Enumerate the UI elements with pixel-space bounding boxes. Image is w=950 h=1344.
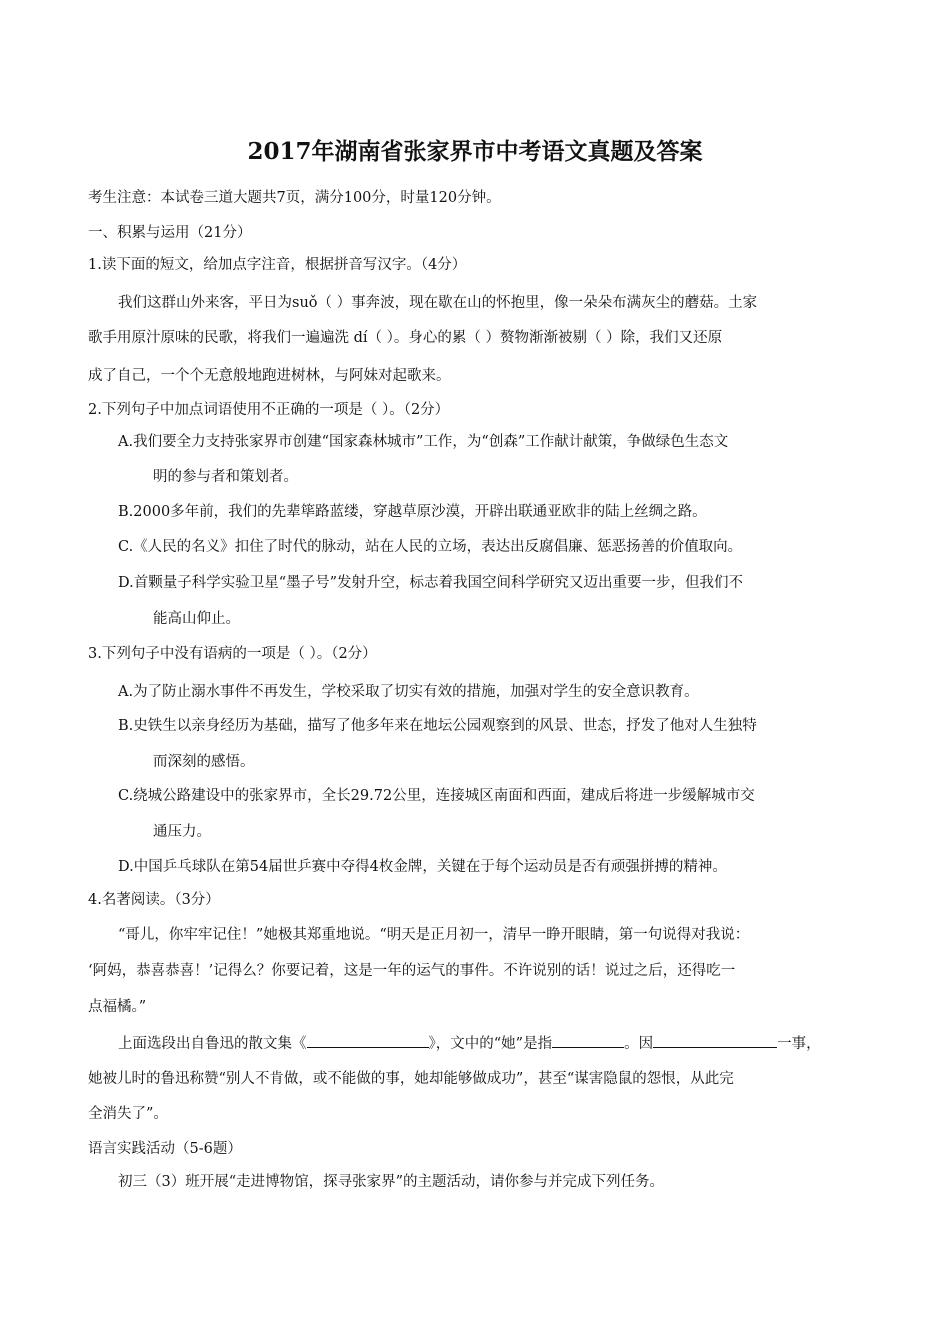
fill-text: 上面选段出自鲁迅的散文集《	[118, 1036, 307, 1052]
question-4-text-line: 全消失了”。	[88, 1106, 168, 1122]
question-4-quote-line: “哥儿，你牢牢记住！”她极其郑重地说。“明天是正月初一，清早一睁开眼睛，第一句说得对我说：	[118, 927, 750, 943]
answer-blank[interactable]	[552, 1033, 624, 1048]
question-4-stem: 4.名著阅读。（3分）	[88, 892, 220, 908]
question-1-passage-line: 歌手用原汁原味的民歌，将我们一遍遍洗 dí（ ）。身心的累（ ）赘物渐渐被剔（ ）除，我们又还原	[88, 330, 723, 346]
question-3-option-a: A.为了防止溺水事件不再发生，学校采取了切实有效的措施，加强对学生的安全意识教育。	[118, 684, 699, 700]
question-3-option-b-cont: 而深刻的感悟。	[153, 754, 255, 770]
exam-notice: 考生注意：本试卷三道大题共7页，满分100分，时量120分钟。	[88, 190, 501, 206]
question-3-option-b: B.史铁生以亲身经历为基础，描写了他多年来在地坛公园观察到的风景、世态，抒发了他对人生独特	[118, 718, 757, 734]
question-4-quote-line: 点福橘。”	[88, 999, 147, 1015]
question-2-stem: 2.下列句子中加点词语使用不正确的一项是（ ）。（2分）	[88, 402, 450, 418]
question-1-passage-line: 我们这群山外来客，平日为suǒ（ ）事奔波，现在歇在山的怀抱里，像一朵朵布满灰尘的蘑菇。土家	[118, 295, 758, 311]
question-4-quote-line: ‘阿妈，恭喜恭喜！’记得么？你要记着，这是一年的运气的事件。不许说别的话！说过之后，还得吃一	[88, 963, 736, 979]
question-4-fill-line	[118, 1033, 821, 1054]
question-2-option-d: D.首颗量子科学实验卫星“墨子号”发射升空，标志着我国空间科学研究又迈出重要一步，但我们不	[118, 575, 744, 591]
page-title: 2017年湖南省张家界市中考语文真题及答案	[247, 138, 703, 165]
question-1-passage-line: 成了自己，一个个无意般地跑进树林，与阿妹对起歌来。	[88, 368, 451, 384]
question-3-stem: 3.下列句子中没有语病的一项是（ ）。（2分）	[88, 646, 377, 662]
question-2-option-d-cont: 能高山仰止。	[153, 611, 240, 627]
question-2-option-b: B.2000多年前，我们的先辈筚路蓝缕，穿越草原沙漠，开辟出联通亚欧非的陆上丝绸之路。	[118, 504, 707, 520]
question-3-option-c: C.绕城公路建设中的张家界市，全长29.72公里，连接城区南面和西面，建成后将进一步缓解城市交	[118, 788, 755, 804]
question-3-option-c-cont: 通压力。	[153, 824, 211, 840]
practice-intro: 初三（3）班开展“走进博物馆，探寻张家界”的主题活动，请你参与并完成下列任务。	[118, 1174, 665, 1190]
fill-text: 一事，	[777, 1036, 821, 1052]
section-heading-1: 一、积累与运用（21分）	[88, 225, 252, 241]
practice-heading: 语言实践活动（5-6题）	[88, 1141, 242, 1157]
question-2-option-a-cont: 明的参与者和策划者。	[153, 469, 298, 485]
question-4-text-line: 她被儿时的鲁迅称赞“别人不肯做，或不能做的事，她却能够做成功”，甚至“谋害隐鼠的怨恨，从此完	[88, 1071, 734, 1087]
question-1-stem: 1.读下面的短文，给加点字注音，根据拼音写汉字。（4分）	[88, 257, 467, 273]
fill-text: 》，文中的“她”是指	[428, 1036, 553, 1052]
question-2-option-a: A.我们要全力支持张家界市创建“国家森林城市”工作，为“创森”工作献计献策，争做绿色生态文	[118, 434, 729, 450]
answer-blank[interactable]	[653, 1033, 777, 1048]
fill-text: 。因	[624, 1036, 654, 1052]
question-3-option-d: D.中国乒乓球队在第54届世乒赛中夺得4枚金牌，关键在于每个运动员是否有顽强拼搏的精神。	[118, 859, 727, 875]
question-2-option-c: C.《人民的名义》扣住了时代的脉动，站在人民的立场，表达出反腐倡廉、惩恶扬善的价值取向。	[118, 539, 743, 555]
answer-blank[interactable]	[307, 1033, 429, 1048]
